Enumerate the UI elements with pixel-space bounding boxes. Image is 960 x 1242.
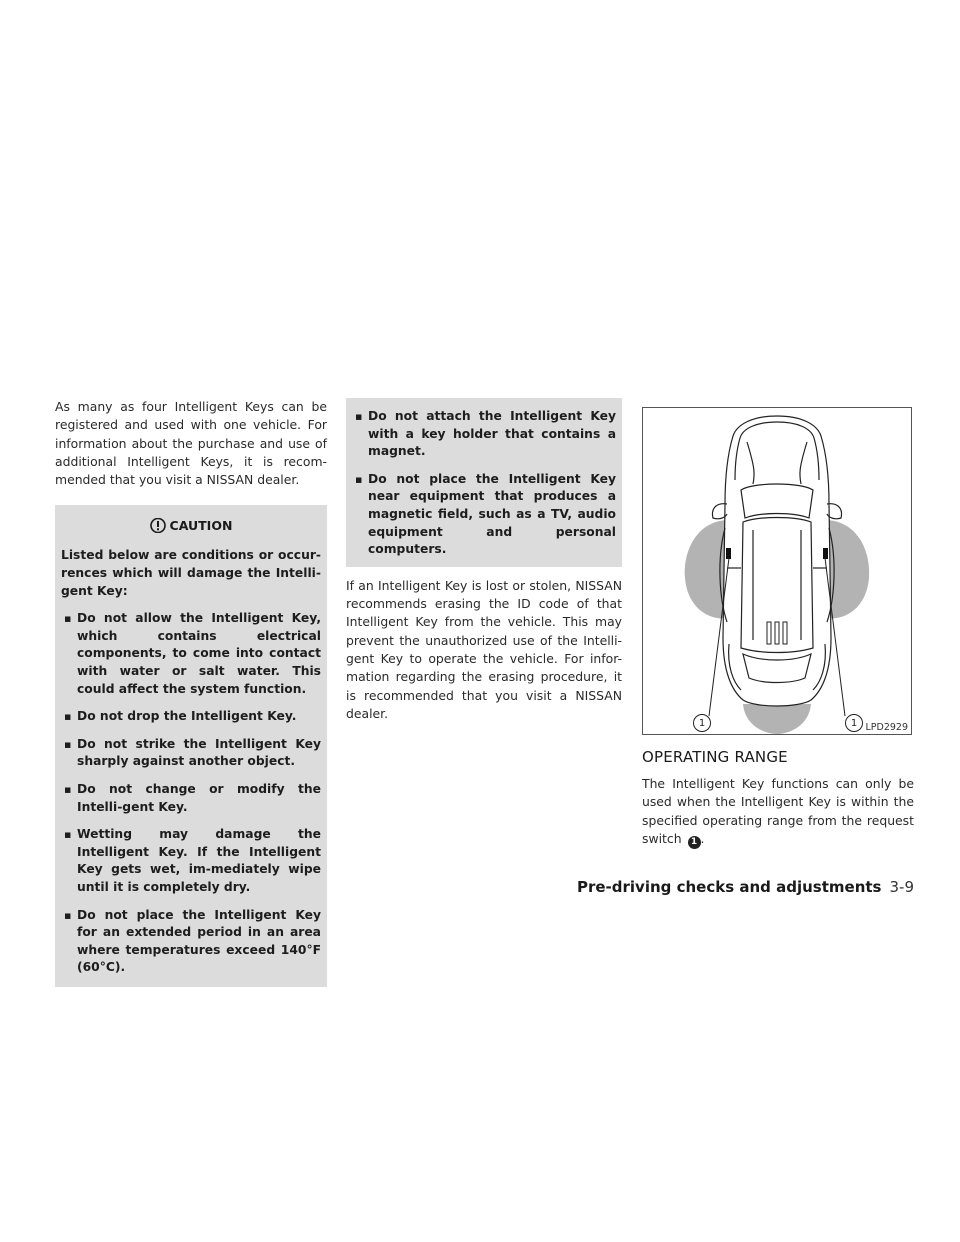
chapter-title: Pre-driving checks and adjustments bbox=[576, 878, 882, 896]
caution-list-continued bbox=[352, 408, 616, 559]
caution-item: ▪ Do not attach the Intelligent Key with a key holder that contains a magnet. bbox=[352, 408, 616, 461]
operating-range-figure bbox=[642, 407, 912, 735]
caution-intro: Listed below are conditions or occur-rences which will damage the Intelli-gent Key: bbox=[61, 548, 321, 598]
vehicle-diagram bbox=[643, 408, 911, 734]
column-middle bbox=[346, 398, 622, 723]
caution-item: ▪ Wetting may damage the Intelligent Key. If the Intelligent Key gets wet, im-mediately wipe until it is completely dry. bbox=[61, 826, 321, 896]
caution-item: ▪ Do not strike the Intelligent Key sharply against another object. bbox=[61, 736, 321, 771]
caution-list bbox=[61, 610, 321, 977]
caution-item: ▪ Do not place the Intelligent Key near equipment that produces a magnetic field, such as a TV, audio equipment and personal computers. bbox=[352, 471, 616, 559]
caution-item: ▪ Do not change or modify the Intelli-gent Key. bbox=[61, 781, 321, 816]
operating-range-end: . bbox=[700, 830, 705, 846]
caution-item: ▪ Do not drop the Intelligent Key. bbox=[61, 708, 321, 726]
column-left bbox=[55, 398, 327, 987]
lost-key-paragraph: If an Intelligent Key is lost or stolen, NISSAN recommends erasing the ID code of that Intelligent Key from the vehicle. This may prevent the unauthorized use of the Intelli-gent Key to operate the vehicle. For infor-mation regarding the erasing procedure, it is recommended that you visit a NISSAN dealer. bbox=[346, 577, 622, 721]
caution-title: CAUTION bbox=[169, 517, 233, 533]
warning-icon bbox=[150, 518, 166, 533]
caution-item: ▪ Do not allow the Intelligent Key, which contains electrical components, to come into contact with water or salt water. This could affect the system function. bbox=[61, 610, 321, 698]
operating-range-heading: OPERATING RANGE bbox=[642, 748, 788, 766]
intro-paragraph: As many as four Intelligent Keys can be registered and used with one vehicle. For information about the purchase and use of additional Intelligent Keys, it is recom-mended that you visit a NISSAN dealer. bbox=[55, 399, 327, 488]
callout-badge: 1 bbox=[688, 836, 701, 849]
operating-range-text bbox=[642, 775, 914, 849]
figure-code: LPD2929 bbox=[865, 722, 908, 733]
caution-item: ▪ Do not place the Intelligent Key for an extended period in an area where temperatures exceed 140°F (60°C). bbox=[61, 907, 321, 977]
callout-left: 1 bbox=[693, 714, 711, 732]
column-right bbox=[642, 407, 914, 849]
callout-right: 1 bbox=[845, 714, 863, 732]
page-number: 3-9 bbox=[889, 878, 914, 896]
caution-heading bbox=[61, 513, 321, 537]
operating-range-body: The Intelligent Key functions can only be used when the Intelligent Key is within the specified operating range from the request switch bbox=[642, 776, 914, 846]
caution-box-continued bbox=[346, 398, 622, 567]
page-footer bbox=[577, 878, 914, 896]
caution-box bbox=[55, 505, 327, 986]
